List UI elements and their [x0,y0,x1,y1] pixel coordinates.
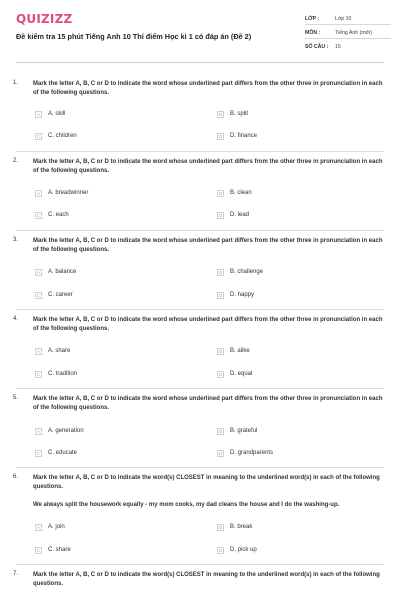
option-text: C. children [48,133,77,139]
option-letter-box: D [218,133,223,139]
option-a[interactable] [35,267,76,277]
option-d[interactable] [217,290,254,300]
option-b[interactable] [217,346,250,356]
option-text: D. equal [230,371,253,377]
option-letter-box: C [36,371,41,377]
option-d[interactable] [217,545,257,555]
option-c[interactable] [35,545,71,555]
option-c[interactable] [35,448,77,458]
option-letter-box: C [36,133,41,139]
option-text: A. share [48,348,71,354]
question-text: Mark the letter A, B, C or D to indicate the word whose underlined part differs from the other three in pronunciation in each of the following questions. [33,317,383,332]
question-separator [16,564,384,565]
document-title: Đề kiểm tra 15 phút Tiếng Anh 10 Thí điểm Học kì 1 có đáp án (Đề 2) [16,32,252,41]
option-letter-box: A [36,428,40,434]
question-text: Mark the letter A, B, C or D to indicate the word whose underlined part differs from the other three in pronunciation in each of the following questions. [33,159,383,174]
option-letter-box: B [218,111,222,117]
question-number: 4. [13,316,19,322]
option-d[interactable] [217,369,252,379]
question-number: 5. [13,395,19,401]
option-letter-box: B [218,190,222,196]
option-letter-box: A [36,524,40,530]
option-text: D. pick up [230,547,257,553]
option-letter-box: C [36,212,41,218]
option-letter-box: D [218,292,223,298]
option-text: A. balance [48,269,77,275]
option-b[interactable] [217,188,252,198]
option-letter-box: B [218,428,222,434]
option-a[interactable] [35,346,70,356]
option-letter-box: B [218,269,222,275]
option-b[interactable] [217,109,248,119]
option-a[interactable] [35,426,84,436]
option-text: D. finance [230,133,258,139]
meta-table [305,14,391,55]
option-text: D. grandparents [230,450,274,456]
option-text: C. educate [48,450,78,456]
question-separator [16,151,384,152]
meta-value: Lớp 10 [335,16,352,22]
question-text: Mark the letter A, B, C or D to indicate the word(s) CLOSEST in meaning to the underlined word(s) in each of the following questions. [33,572,380,587]
option-letter-box: C [36,547,41,553]
option-text: C. career [48,292,73,298]
option-b[interactable] [217,267,263,277]
option-c[interactable] [35,210,69,220]
option-b[interactable] [217,426,257,436]
meta-row-count [305,42,391,52]
option-c[interactable] [35,369,77,379]
option-text: A. breadwinner [48,190,89,196]
question-number: 1. [13,80,19,86]
option-c[interactable] [35,131,77,141]
option-letter-box: A [36,269,40,275]
option-letter-box: A [36,190,40,196]
meta-label: SỐ CÂU : [305,44,329,50]
meta-value: Tiếng Anh (mới) [335,30,372,36]
question-text: Mark the letter A, B, C or D to indicate the word(s) CLOSEST in meaning to the underlined word(s) in each of the following questions. [33,475,380,490]
option-text: C. each [48,212,69,218]
option-letter-box: D [218,212,223,218]
option-text: A. skill [48,111,66,117]
option-text: B. break [230,524,253,530]
question-number: 6. [13,474,19,480]
option-letter-box: A [36,111,40,117]
document-header [0,0,400,62]
meta-row-subject [305,28,391,39]
question-text: Mark the letter A, B, C or D to indicate the word whose underlined part differs from the other three in pronunciation in each of the following questions. [33,396,383,411]
question-separator [16,467,384,468]
option-letter-box: C [36,292,41,298]
question-number: 2. [13,158,19,164]
option-letter-box: C [36,450,41,456]
option-d[interactable] [217,131,257,141]
option-a[interactable] [35,188,88,198]
option-b[interactable] [217,522,252,532]
option-text: B. alike [230,348,250,354]
option-c[interactable] [35,290,73,300]
option-letter-box: D [218,547,223,553]
question-text: Mark the letter A, B, C or D to indicate the word whose underlined part differs from the other three in pronunciation in each of the following questions. [33,238,383,253]
option-letter-box: D [218,371,223,377]
option-text: D. lead [230,212,250,218]
quizizz-logo: QUIZIZZ [16,12,73,26]
meta-label: LỚP : [305,16,320,22]
meta-value: 15 [335,44,341,50]
question-text: Mark the letter A, B, C or D to indicate the word whose underlined part differs from the other three in pronunciation in each of the following questions. [33,81,383,96]
option-letter-box: D [218,450,223,456]
option-text: C. tradition [48,371,78,377]
option-text: C. share [48,547,71,553]
question-separator [16,230,384,231]
option-d[interactable] [217,448,273,458]
option-letter-box: B [218,524,222,530]
option-letter-box: B [218,348,222,354]
option-text: B. challenge [230,269,264,275]
option-text: D. happy [230,292,255,298]
meta-row-class [305,14,391,25]
meta-label: MÔN : [305,30,321,36]
option-letter-box: A [36,348,40,354]
option-text: B. grateful [230,428,258,434]
question-separator [16,309,384,310]
option-text: A. join [48,524,65,530]
option-text: B. split [230,111,249,117]
question-number: 7. [13,571,19,577]
option-d[interactable] [217,210,249,220]
question-separator [16,388,384,389]
option-a[interactable] [35,109,65,119]
question-number: 3. [13,237,19,243]
question-context: We always split the housework equally - my mom cooks, my dad cleans the house and I do the washing-up. [33,502,340,508]
option-text: B. clean [230,190,252,196]
option-text: A. generation [48,428,84,434]
option-a[interactable] [35,522,65,532]
header-divider [16,62,384,63]
